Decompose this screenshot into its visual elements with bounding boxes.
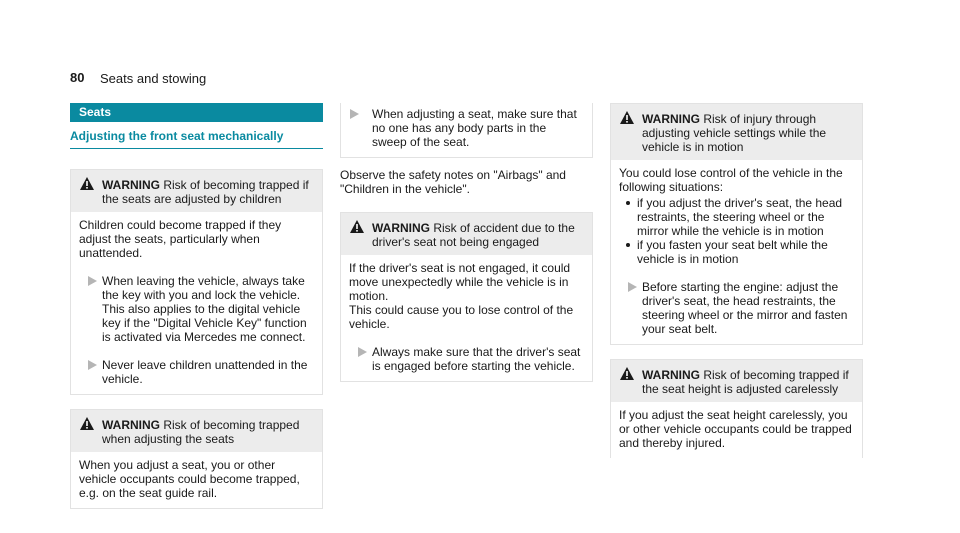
warning-body — [71, 452, 322, 508]
step-text: When adjusting a seat, make sure that no one has any body parts in the sweep of the seat. — [372, 107, 577, 149]
warning-text: Children could become trapped if they adjust the seats, particularly when unattended. — [79, 218, 282, 260]
warning-text: When you adjust a seat, you or other vehicle occupants could become trapped, e.g. on the seat guide rail. — [79, 458, 300, 500]
warning-header — [611, 104, 862, 160]
warning-box — [610, 103, 863, 345]
warning-label: WARNING — [642, 112, 700, 126]
section-title-bar: Seats — [70, 103, 323, 122]
action-arrow-icon — [628, 282, 637, 292]
action-arrow-icon — [358, 347, 367, 357]
step-text: Before starting the engine: adjust the driver's seat, the head restraints, the steering wheel or the mirror and fasten your seat belt. — [642, 280, 848, 336]
warning-text: If the driver's seat is not engaged, it could move unexpectedly while the vehicle is in motion. — [349, 261, 571, 303]
warning-box — [340, 212, 593, 382]
warning-triangle-icon — [620, 111, 634, 124]
bullet-list — [619, 196, 854, 266]
action-step — [79, 358, 314, 386]
column-3 — [610, 103, 863, 458]
bullet-icon — [626, 243, 630, 247]
warning-box — [70, 169, 323, 395]
step-text: Always make sure that the driver's seat is engaged before starting the vehicle. — [372, 345, 581, 373]
list-item-text: if you fasten your seat belt while the vehicle is in motion — [637, 238, 828, 266]
warning-title: Risk of injury through adjusting vehicle settings while the vehicle is in motion — [642, 112, 827, 154]
warning-text: This could cause you to lose control of the vehicle. — [349, 303, 574, 331]
warning-continuation — [340, 103, 593, 158]
warning-body — [341, 255, 592, 381]
page-number: 80 — [70, 70, 85, 85]
observe-note: Observe the safety notes on "Airbags" and "Children in the vehicle". — [340, 168, 566, 196]
warning-label: WARNING — [642, 368, 700, 382]
warning-triangle-icon — [80, 417, 94, 430]
warning-title: Risk of accident due to the driver's seat not being engaged — [372, 221, 575, 249]
warning-text: You could lose control of the vehicle in the following situations: — [619, 166, 843, 194]
warning-header — [611, 360, 862, 402]
action-step — [619, 280, 854, 336]
subheading: Adjusting the front seat mechanically — [70, 129, 323, 149]
warning-box — [610, 359, 863, 458]
step-text: When leaving the vehicle, always take the key with you and lock the vehicle. This also applies to the digital vehicle key if the "Digital Vehicle Key" function is activated via Mercedes me connect. — [102, 274, 307, 344]
warning-body — [611, 160, 862, 344]
warning-header — [71, 410, 322, 452]
list-item — [619, 238, 854, 266]
warning-label: WARNING — [102, 418, 160, 432]
bullet-icon — [626, 201, 630, 205]
warning-box — [70, 409, 323, 509]
warning-label: WARNING — [102, 178, 160, 192]
action-step — [349, 107, 584, 149]
warning-body — [611, 402, 862, 458]
action-step — [79, 274, 314, 344]
action-arrow-icon — [88, 360, 97, 370]
list-item-text: if you adjust the driver's seat, the head restraints, the steering wheel or the mirror while the vehicle is in motion — [637, 196, 843, 238]
warning-text: If you adjust the seat height carelessly, you or other vehicle occupants could be trapped and thereby injured. — [619, 408, 852, 450]
warning-title: Risk of becoming trapped when adjusting the seats — [102, 418, 300, 446]
column-1 — [70, 103, 323, 509]
warning-triangle-icon — [350, 220, 364, 233]
warning-triangle-icon — [620, 367, 634, 380]
list-item — [619, 196, 854, 238]
warning-title: Risk of becoming trapped if the seats are adjusted by children — [102, 178, 309, 206]
warning-body — [71, 212, 322, 394]
step-text: Never leave children unattended in the vehicle. — [102, 358, 308, 386]
warning-triangle-icon — [80, 177, 94, 190]
page-header-title: Seats and stowing — [100, 71, 207, 86]
warning-label: WARNING — [372, 221, 430, 235]
action-arrow-icon — [88, 276, 97, 286]
column-2 — [340, 103, 593, 382]
action-step — [349, 345, 584, 373]
action-arrow-icon — [350, 109, 359, 119]
warning-header — [71, 170, 322, 212]
warning-title: Risk of becoming trapped if the seat height is adjusted carelessly — [642, 368, 849, 396]
warning-header — [341, 213, 592, 255]
